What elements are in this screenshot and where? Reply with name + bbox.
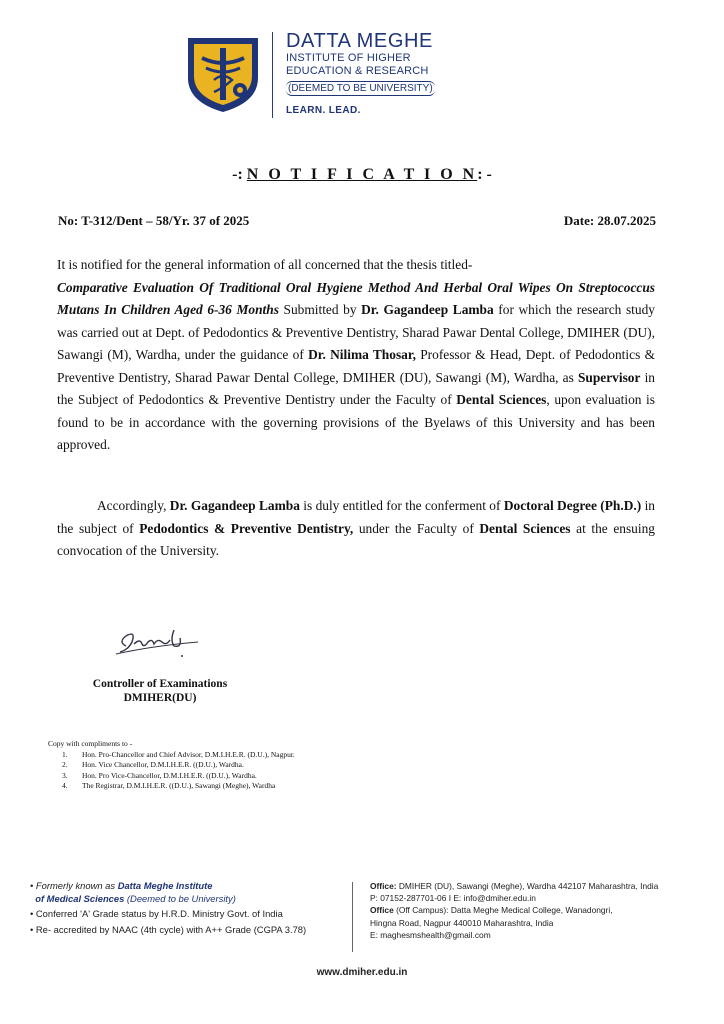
formerly-name: Datta Meghe Institute xyxy=(117,880,213,891)
office2-line xyxy=(370,904,710,916)
list-item xyxy=(48,750,295,761)
footer-item-formerly: • Formerly known as Datta Meghe Institute of Medical Sciences (Deemed to be University) xyxy=(30,880,236,904)
paragraph-2 xyxy=(57,495,655,563)
signatory-line-2: DMIHER(DU) xyxy=(123,692,197,704)
brand-deemed: (DEEMED TO BE UNIVERSITY) xyxy=(288,83,433,94)
list-item xyxy=(48,771,295,782)
list-number: 4. xyxy=(62,781,68,790)
list-item xyxy=(48,781,295,792)
p2-text-d: under the Faculty of xyxy=(353,520,480,536)
degree-name: Doctoral Degree (Ph.D.) xyxy=(503,498,642,513)
footer-contact xyxy=(370,880,710,941)
shield-emblem-icon xyxy=(184,34,262,114)
list-text: Hon. Pro Vice-Chancellor, D.M.I.H.E.R. ((D.U.), Wardha. xyxy=(82,770,257,780)
notification-date: Date: 28.07.2025 xyxy=(563,213,656,228)
candidate-name-2: Dr. Gagandeep Lamba xyxy=(169,498,300,513)
notification-title xyxy=(0,166,724,184)
title-text: N O T I F I C A T I O N xyxy=(246,166,478,183)
list-text: Hon. Vice Chancellor, D.M.I.H.E.R. ((D.U.), Wardha. xyxy=(82,760,244,769)
office-label: Office: xyxy=(370,881,397,891)
office-address: DMIHER (DU), Sawangi (Meghe), Wardha 442107 Maharashtra, India xyxy=(396,881,659,891)
title-suffix: : - xyxy=(477,166,492,183)
thesis-title: Comparative Evaluation Of Traditional Oral Hygiene Method And Herbal Oral Wipes On Streptococcus Mutans In Children Aged 6-36 Months xyxy=(57,279,655,317)
signatory-line-1: Controller of Examinations xyxy=(92,678,228,690)
p2-text-e: at the ensuing convocation of the University. xyxy=(57,520,655,558)
guide-name: Dr. Nilima Thosar, xyxy=(308,347,416,362)
office2-line-2: Hingna Road, Nagpur 440010 Maharashtra, India xyxy=(370,917,554,928)
footer-accreditation xyxy=(30,880,348,939)
list-number: 2. xyxy=(62,760,68,769)
list-text: The Registrar, D.M.I.H.E.R. ((D.U.), Sawangi (Meghe), Wardha xyxy=(82,781,276,790)
faculty-name-2: Dental Sciences xyxy=(479,520,571,536)
title-prefix: -: xyxy=(232,166,247,183)
brand-line-2: EDUCATION & RESEARCH xyxy=(286,65,429,77)
footer-item-naac: • Re- accredited by NAAC (4th cycle) with A++ Grade (CGPA 3.78) xyxy=(30,923,307,935)
office-line xyxy=(370,880,710,892)
logo-divider xyxy=(272,32,273,118)
website-link[interactable]: www.dmiher.edu.in xyxy=(316,967,408,978)
phone-line: P: 07152-287701-06 I E: info@dmiher.edu.in xyxy=(370,893,536,904)
copy-list xyxy=(48,739,295,792)
faculty-name: Dental Sciences xyxy=(456,392,547,407)
formerly-name-2: of Medical Sciences xyxy=(35,892,125,904)
grade-text: Conferred 'A' Grade status by H.R.D. Ministry Govt. of India xyxy=(35,908,283,919)
list-text: Hon. Pro-Chancellor and Chief Advisor, D.M.I.H.E.R. (D.U.), Nagpur. xyxy=(82,749,295,759)
copy-heading: Copy with compliments to - xyxy=(48,739,133,748)
p2-text-a: Accordingly, xyxy=(97,498,170,513)
office2-label: Office xyxy=(370,905,394,916)
p1-text-b: Submitted by xyxy=(278,302,362,317)
p1-text-e: in the Subject of Pedodontics & Preventive Dentistry under the Faculty of xyxy=(57,369,655,407)
p1-intro: It is notified for the general information of all concerned that the thesis titled- xyxy=(57,257,473,272)
p1-text-d: Professor & Head, Dept. of Pedodontics & Preventive Dentistry, Sharad Pawar Dental College, DMIHER (DU), Sawangi (M), Wardha, as xyxy=(57,347,655,385)
formerly-deemed: (Deemed to be University) xyxy=(124,892,236,904)
brand-text xyxy=(286,30,435,116)
p1-text-c: for which the research study was carried out at Dept. of Pedodontics & Preventive Dentistry, Sharad Pawar Dental College, DMIHER (DU), Sawangi (M), Wardha, under the guidance of xyxy=(57,302,655,362)
naac-text: Re- accredited by NAAC (4th cycle) with A++ Grade (CGPA 3.78) xyxy=(35,923,307,935)
formerly-text: Formerly known as xyxy=(35,880,118,891)
signature-icon xyxy=(112,616,204,664)
candidate-name: Dr. Gagandeep Lamba xyxy=(361,302,494,317)
paragraph-1 xyxy=(57,254,655,457)
footer-item-grade: • Conferred 'A' Grade status by H.R.D. Ministry Govt. of India xyxy=(30,908,283,919)
signatory-title xyxy=(85,677,235,705)
p2-text-c: in the subject of xyxy=(57,498,656,536)
page-footer xyxy=(0,880,724,960)
brand-line-1: INSTITUTE OF HIGHER xyxy=(286,52,411,64)
list-number: 3. xyxy=(62,770,68,780)
list-number: 1. xyxy=(62,749,68,759)
guide-role: Supervisor xyxy=(577,369,641,385)
subject-name: Pedodontics & Preventive Dentistry, xyxy=(139,520,354,536)
list-item xyxy=(48,760,295,771)
footer-divider xyxy=(352,882,353,952)
p1-text-f: , upon evaluation is found to be in accordance with the governing provisions of the Byelaws of this University and has been approved. xyxy=(57,392,655,452)
office2-address: (Off Campus): Datta Meghe Medical College, Wanadongri, xyxy=(393,905,613,916)
email-line: E: maghesmshealth@gmail.com xyxy=(370,929,491,940)
institution-logo xyxy=(184,30,454,120)
notification-number: No: T-312/Dent – 58/Yr. 37 of 2025 xyxy=(58,213,250,228)
brand-tagline: LEARN. LEAD. xyxy=(286,105,361,116)
brand-name: DATTA MEGHE xyxy=(286,30,433,52)
p2-text-b: is duly entitled for the conferment of xyxy=(299,498,504,513)
